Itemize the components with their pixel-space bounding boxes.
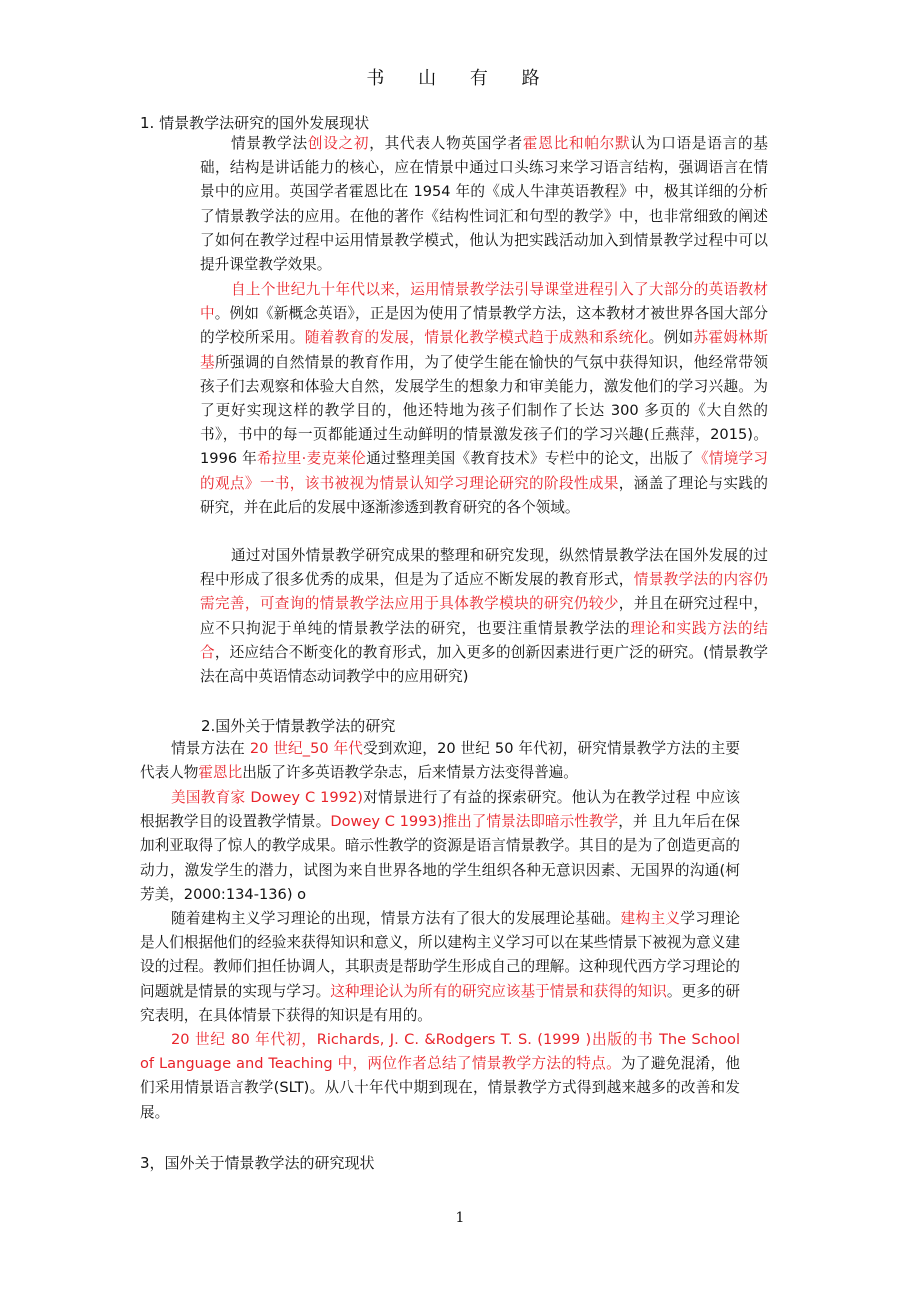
page-number: 1 xyxy=(455,1210,465,1226)
highlighted-text: 霍恩比 xyxy=(198,764,243,782)
section3-heading: 3，国外关于情景教学法的研究现状 xyxy=(140,1154,375,1172)
page-header-title: 书 山 有 路 xyxy=(366,68,554,89)
highlighted-text: 自上个世纪九十年代以来，运用情景教学法引导课堂进程引入了大部分的英语教材中 xyxy=(200,281,768,323)
body-text: ，还应结合不断变化的教育形式，加入更多的创新因素进行更广泛的研究。(情景教学法在高中英语情态动词教学中的应用研究) xyxy=(200,643,768,686)
section2-paragraph-3 xyxy=(140,907,740,1028)
body-text: 认为口语是语言的基础，结构是讲话能力的核心，应在情景中通过口头练习来学习语言结构，强调语言在情景中的应用。英国学者霍恩比在 1954 年的《成人牛津英语教程》中，极其详细的分析了情景教学法的应用。在他的著作《结构性词汇和句型的教学》中，也非常细致的阐述了如何在教学过程中运用情景教学模式，他认为把实践活动加入到情景教学过程中可以提升课堂教学效果。 xyxy=(200,135,768,274)
highlighted-text: 理论和实践方法的结合 xyxy=(200,619,768,661)
highlighted-text: 创设之初 xyxy=(307,135,370,152)
section2-paragraph-2 xyxy=(140,786,740,907)
highlighted-text: 这种理论认为所有的研究应该基于情景和获得的知识 xyxy=(330,982,667,1000)
body-text: 。例如 xyxy=(648,329,694,347)
section1-paragraph-2 xyxy=(200,278,768,520)
body-text: 出版了许多英语教学杂志，后来情景方法变得普遍。 xyxy=(242,764,578,782)
highlighted-text: Dowey C 1993)推出了情景法即暗示性教学 xyxy=(330,813,619,831)
highlighted-text: 建构主义 xyxy=(620,910,681,927)
body-text: ，并且在研究过程中，应不只拘泥于单纯的情景教学法的研究，也要注重情景教学法的 xyxy=(200,595,768,637)
body-text: 受到欢迎，20 世纪 50 年代初，研究情景教学方法的主要代表人物 xyxy=(140,740,741,782)
body-text: 。更多的研究表明，在具体情景下获得的知识是有用的。 xyxy=(140,982,740,1024)
highlighted-text: 20 世纪 80 年代初，Richards, J. C. &Rodgers T. S. (1999 )出版的书 The School of Language and Teaching 中，两位作者总结了情景教学方法的特点。 xyxy=(140,1031,740,1073)
highlighted-text: 霍恩比和帕尔默 xyxy=(522,135,631,152)
body-text: 通过整理美国《教育技术》专栏中的论文，出版了 xyxy=(366,450,694,468)
highlighted-text: 苏霍姆林斯基 xyxy=(200,329,768,371)
body-text: 通过对国外情景教学研究成果的整理和研究发现，纵然情景教学法在国外发展的过程中形成了很多优秀的成果，但是为了适应不断发展的教育形式， xyxy=(200,547,768,589)
section1-paragraph-3 xyxy=(200,544,768,689)
body-text: 情景教学法 xyxy=(231,135,308,152)
highlighted-text: 情景教学法的内容仍需完善，可查询的情景教学法应用于具体教学模块的研究仍较少 xyxy=(200,571,768,613)
body-text: 所强调的自然情景的教育作用，为了使学生能在愉快的气氛中获得知识，他经常带领孩子们去观察和体验大自然，发展学生的想象力和审美能力，激发他们的学习兴趣。为了更好实现这样的教学目的，他还特地为孩子们制作了长达 300 多页的《大自然的书》，书中的每一页都能通过生动鲜明的情景激发孩子们的学习兴趣(丘燕萍，2015)。1996 年 xyxy=(200,353,768,468)
section1-heading: 1. 情景教学法研究的国外发展现状 xyxy=(140,114,370,132)
section1-paragraph-1 xyxy=(200,132,768,277)
highlighted-text: 希拉里·麦克莱伦 xyxy=(256,450,367,468)
body-text: ，涵盖了理论与实践的研究，并在此后的发展中逐渐渗透到教育研究的各个领域。 xyxy=(200,474,768,516)
section2-heading: 2.国外关于情景教学法的研究 xyxy=(201,717,396,735)
body-text: 情景方法在 xyxy=(171,740,250,757)
body-text: ，并 且九年后在保加利亚取得了惊人的教学成果。暗示性教学的资源是语言情景教学。其目的是为了创造更高的动力，激发学生的潜力，试图为来自世界各地的学生组织各种无意识因素、无国界的沟通(柯芳美，2000:134-136) o xyxy=(140,813,740,903)
body-text: 学习理论是人们根据他们的经验来获得知识和意义，所以建构主义学习可以在某些情景下被视为意义建设的过程。教师们担任协调人，其职责是帮助学生形成自己的理解。这种现代西方学习理论的问题就是情景的实现与学习。 xyxy=(140,910,740,1000)
highlighted-text: 《情境学习的观点》一书，该书被视为情景认知学习理论研究的阶段性成果 xyxy=(200,450,769,492)
highlighted-text: 20 世纪_50 年代 xyxy=(249,740,364,757)
body-text: 对情景进行了有益的探索研究。他认为在教学过程 中应该根据教学目的设置教学情景。 xyxy=(140,789,740,831)
section2-paragraph-4 xyxy=(140,1028,740,1125)
body-text: 为了避免混淆，他们采用情景语言教学(SLT)。从八十年代中期到现在，情景教学方式得到越来越多的改善和发展。 xyxy=(140,1055,740,1121)
body-text: 随着建构主义学习理论的出现，情景方法有了很大的发展理论基础。 xyxy=(171,910,621,927)
body-text: 。例如《新概念英语》，正是因为使用了情景教学方法，这本教材才被世界各国大部分的学校所采用。 xyxy=(200,305,768,347)
body-text: ，其代表人物英国学者 xyxy=(369,135,523,152)
highlighted-text: 随着教育的发展，情景化教学模式趋于成熟和系统化 xyxy=(304,329,649,347)
highlighted-text: 美国教育家 Dowey C 1992) xyxy=(171,789,363,806)
section2-paragraph-1 xyxy=(140,737,740,785)
